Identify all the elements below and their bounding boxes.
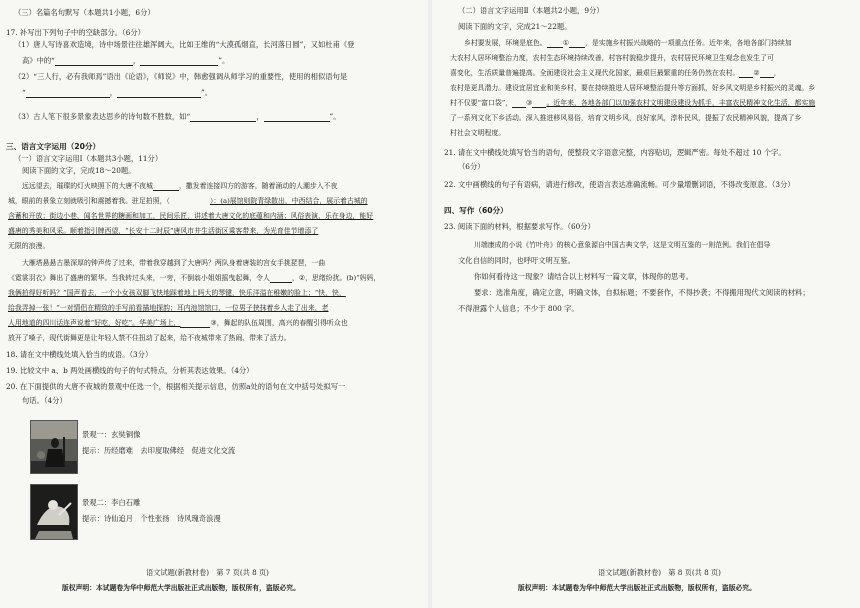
answer-blank[interactable] bbox=[270, 274, 292, 283]
answer-blank[interactable] bbox=[26, 89, 110, 98]
q17-part3: （3）古人笔下很多景象表达思乡的诗句数不胜数，如“ ， ”。 bbox=[14, 112, 341, 121]
answer-blank[interactable] bbox=[264, 113, 330, 122]
passage-line: 城，眼前的景象立刻就吸引和震撼着我。驻足拍照，（ ）：(a)展馆则院青绿散出，中西结合，展示着古城的 bbox=[8, 197, 368, 205]
section-heading-writing: 四、写作（60分） bbox=[444, 206, 508, 215]
exam-page-7 bbox=[0, 0, 428, 608]
passage-line: 人用地道的四川话连声说着“好吃，好吃”。华美广场上， ③，舞起的队伍周围，高兴的春醒引得听众也 bbox=[8, 319, 348, 327]
q17-part2: （2）“三人行，必有我师焉”语出《论语》，《师说》中，韩愈强调从师学习的重要性，使用的相似语句是 bbox=[14, 72, 348, 81]
xuanzang-statue-photo bbox=[30, 420, 78, 474]
answer-blank[interactable] bbox=[190, 113, 256, 122]
question-21-points: （6分） bbox=[458, 162, 485, 171]
passage-line: 村社会文明程度。 bbox=[450, 129, 506, 137]
section-heading-language: 三、语言文字运用（20分） bbox=[6, 142, 101, 151]
passage-line: 大雁塔悬悬古墨深厚的钟声传了过来，带着我穿越到了大唐吗？两队身着唐装的宫女手挑琵琶，一曲 bbox=[22, 259, 326, 267]
question-20-cont: 句话。（4分） bbox=[22, 396, 67, 405]
reading-instruction: 阅读下面的文字，完成18～20题。 bbox=[22, 166, 136, 175]
passage-line: 无限的浪漫。 bbox=[8, 242, 50, 250]
subsection-heading-1: （一）语言文字运用Ⅰ（本题共3小题，11分） bbox=[14, 154, 163, 163]
writing-prompt: 你如何看待这一现象？请结合以上材料写一篇文章，体现你的思考。 bbox=[474, 272, 693, 281]
scene-1-hint: 提示：历经磨难 去印度取佛经 促进文化交流 bbox=[82, 446, 236, 455]
question-21: 21. 请在文中横线处填写恰当的语句，使整段文字语意完整，内容贴切，逻辑严密。每处不超过 10 个字。 bbox=[444, 148, 786, 157]
passage-line: 我俩拍得好听吗？”国声看去，一个小女孩双脚飞快地踩着地上吗大的琴键，快乐洋溢在稚嫩的脸上；“快，快， bbox=[8, 289, 346, 297]
answer-blank[interactable] bbox=[117, 89, 201, 98]
subsection-heading-2: （二）语言文字运用Ⅱ（本题共2小题，9分） bbox=[458, 6, 604, 15]
passage-line: 盛唐的秀美和风采。顺着指引牌西望，“长安十二时辰”唐风市井生活街区乘客带来，为光育佳节增添了 bbox=[8, 227, 319, 235]
question-17: 17. 补写出下列句子中的空缺部分。（6分） bbox=[6, 28, 145, 37]
material-text: 川端康成的小说《竹叶舟》的核心意象源自中国古典文学，这是文明互鉴的一则范例。我们在倡导 bbox=[474, 241, 771, 249]
passage-line: 放开了嗓子，现代街舞更是让年轻人禁不住扭动了起来，给不夜城带来了热闹、带来了活力。 bbox=[8, 334, 291, 342]
passage-line: 村不仅要“富口袋”， ③ 。近年来，各地各部门以加强农村文明建设建设为抓手，丰富农民精神文化生活，都实施 bbox=[450, 99, 816, 107]
passage-line: 《霓裳羽衣》舞出了盛唐的繁华。当我转过头来，一旁，不倒翁小姐姐摇曳起舞，令人 ，②，思绪纷扰。(b)“妈妈， bbox=[8, 274, 381, 282]
passage-line: 远远望去，璀璨的灯火映照下的大唐不夜城 ，撒发着连接四方的游客，随着涌动的人潮步入不夜 bbox=[22, 182, 338, 190]
scene-2-hint: 提示：诗仙追月 个性张扬 诗风瑰奇浪漫 bbox=[82, 514, 221, 523]
page-footer: 语文试题(新教材卷) 第 8 页(共 8 页) bbox=[598, 568, 721, 577]
question-22: 22. 文中画横线的句子有语病，请进行修改，使语言表达准确流畅。可少量增删词语，不得改变原意。（3分） bbox=[444, 180, 795, 189]
passage-line: 乡村要发展，环境是底色。 ① ，是实施乡村振兴战略的一项重点任务。近年来，各地各部门持续加 bbox=[464, 39, 792, 47]
copyright-notice: 版权声明：本试题卷为华中师范大学出版社正式出版物，版权所有，盗版必究。 bbox=[518, 584, 756, 592]
question-19: 19. 比较文中 a、b 两处画横线的句子的句式特点，分析其表达效果。（4分） bbox=[6, 366, 254, 375]
scene-1-title: 景观一：玄奘铜像 bbox=[82, 430, 141, 439]
writing-requirements: 要求：选准角度，确定立意，明确文体，自拟标题；不要套作，不得抄袭；不得搬用现代文阅读的材料； bbox=[474, 288, 810, 297]
q17-part1-cont: 高》中的“ ， ”。 bbox=[22, 56, 230, 65]
answer-blank[interactable] bbox=[140, 57, 218, 66]
q17-part2-cont: “ ， ”。 bbox=[22, 88, 213, 97]
question-18: 18. 请在文中横线处填入恰当的成语。（3分） bbox=[6, 350, 153, 359]
answer-blank[interactable] bbox=[55, 57, 133, 66]
passage-line: 大农村人居环境整治力度，农村生态环境持续改善，村容村貌稳步提升，农村居民环境卫生观念也发生了可 bbox=[450, 54, 774, 62]
material-text: 文化自信的同时，也呼吁文明互鉴。 bbox=[458, 256, 575, 265]
writing-requirements: 不得泄露个人信息；不少于 800 字。 bbox=[458, 304, 579, 313]
libai-sculpture-photo bbox=[30, 484, 78, 540]
passage-line: 农村是更具潜力。建设宜居宜业和美乡村，要在持续推进人居环境整治提升等方面抓，好乡风文明是乡村振兴的灵魂。乡 bbox=[450, 84, 816, 92]
passage-line: 含蓄和开放；街边小巷，闻名世界的糖画和加工，民间乐匠，讲述着大唐文化的底蕴和内涵；风俗表演，乐在身边，能好 bbox=[8, 212, 374, 220]
answer-blank[interactable] bbox=[180, 319, 210, 328]
question-20: 20. 在下面提供的大唐不夜城的景观中任选一个，根据相关提示信息，仿照a处的语句在文中括号处拟写一 bbox=[6, 382, 346, 391]
passage-line: 了一系列文化下乡活动。深入推进移风易俗，培育文明乡风，良好家风，淳朴民风，提振了农民精神风貌，提高了乡 bbox=[450, 114, 802, 122]
q17-part1: （1）唐人写诗喜欢造境，诗中场景往往雄浑阔大，比如王维的“大漠孤烟直，长河落日圆”，又如杜甫《登 bbox=[14, 40, 355, 49]
answer-blank[interactable] bbox=[532, 99, 546, 108]
answer-blank[interactable] bbox=[760, 69, 774, 78]
answer-blank[interactable] bbox=[153, 182, 179, 191]
reading-instruction: 阅读下面的文字，完成21～22题。 bbox=[458, 22, 572, 31]
copyright-notice: 版权声明：本试题卷为华中师范大学出版社正式出版物，版权所有，盗版必究。 bbox=[62, 584, 300, 592]
question-23: 23. 阅读下面的材料，根据要求写作。（60分） bbox=[444, 222, 595, 231]
exam-page-8 bbox=[432, 0, 860, 608]
passage-line: 给我弄掉一张！”一对情侣在精致的手写前看描地探韵；耳内池馆馆口，一位男子挟抹着乡人走了出来，老 bbox=[8, 304, 329, 312]
scene-2-title: 景观二：李白石雕 bbox=[82, 498, 141, 507]
answer-blank[interactable] bbox=[569, 39, 585, 48]
page-footer: 语文试题(新教材卷) 第 7 页(共 8 页) bbox=[146, 568, 269, 577]
section-heading-recitation: （三）名篇名句默写（本题共1小题，6分） bbox=[14, 8, 155, 17]
passage-line: 喜变化，生活质量普遍提高。全面建设社会主义现代化国家，最艰巨最繁重的任务仍然在农村。 ② ， bbox=[450, 69, 781, 77]
